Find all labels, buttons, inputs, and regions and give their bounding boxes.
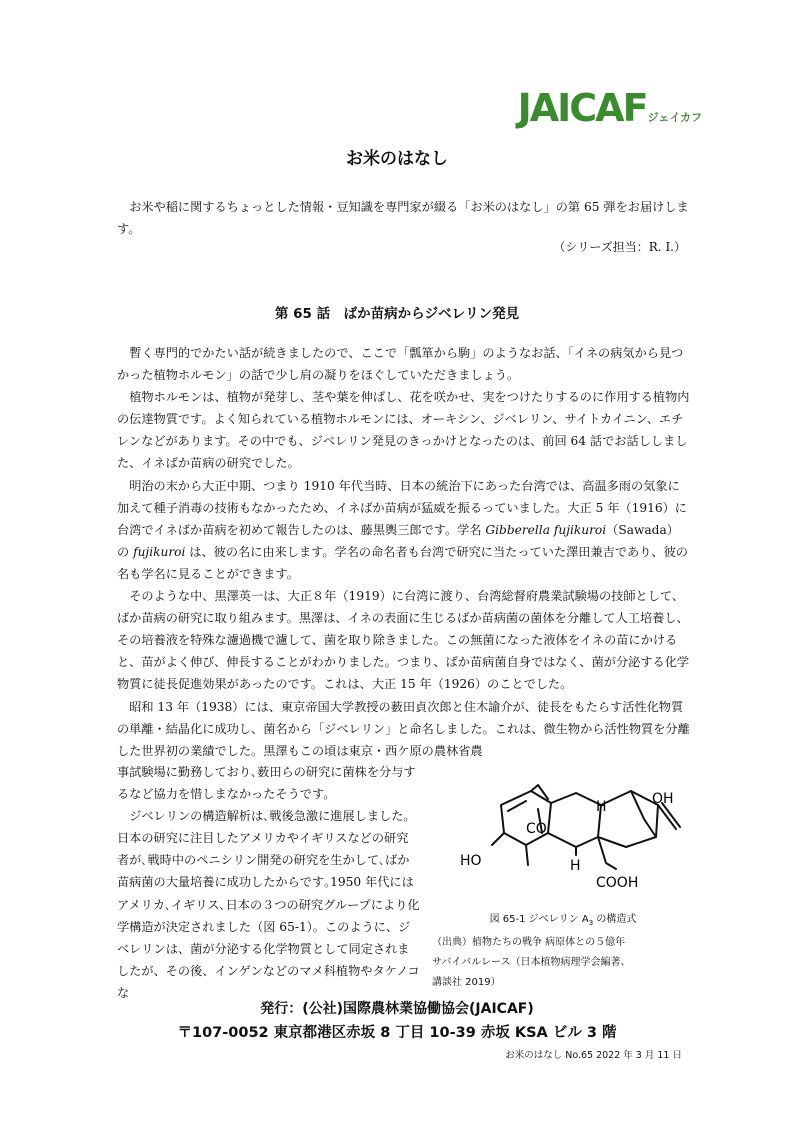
- label-ho: HO: [460, 853, 482, 869]
- figure-source-line-3: 講談社 2019）: [432, 977, 501, 988]
- series-credit: （シリーズ担当：R. I.）: [553, 240, 686, 254]
- issue-info: お米のはなし No.65 2022 年 3 月 11 日: [505, 1050, 682, 1061]
- footer-publisher: 発行：(公社)国際農林業協働協会(JAICAF): [260, 1001, 534, 1017]
- caption-title-text: 図 65-1 ジベレリン A: [489, 914, 589, 925]
- figure-caption: [432, 910, 694, 993]
- gibberellin-structure-diagram: [446, 775, 694, 895]
- label-co: CO: [526, 821, 547, 837]
- episode-title: 第 65 話 ばか苗病からジベレリン発見: [274, 306, 520, 322]
- paragraph-5: 昭和 13 年（1938）には、東京帝国大学教授の薮田貞次郎と住木諭介が、徒長をもたらす活性化物質の単離・結晶化に成功し、菌名から「ジベレリン」と命名しました。これは、微生物から活性物質を分離した世界初の業績でした。黒澤もこの頃は東京・西ケ原の農林省農: [117, 699, 690, 758]
- footer: [0, 997, 794, 1045]
- paragraph-3-part-c: は、彼の名に由来します。学名の命名者も台湾で研究に当たっていた澤田兼吉であり、彼の名も学名に見ることができます。: [117, 544, 688, 581]
- paragraph-3-part-a: 明治の末から大正中期、つまり 1910 年代当時、日本の統治下にあった台湾では、高温多雨の気象に加えて種子消毒の技術もなかったため、イネばか苗病が猛威を振るっていました。大正 5 年（1916）に台湾でイネばか苗病を初めて報告したのは、藤黒輿三郎です。学名: [117, 478, 687, 537]
- caption-title-suffix: の構造式: [593, 914, 637, 925]
- page-title: お米のはなし: [346, 149, 448, 169]
- figure-source-line-1: （出典）植物たちの戦争 病原体との５億年: [432, 937, 626, 948]
- logo-wordmark: JAICAF: [517, 86, 647, 130]
- label-oh-top: OH: [652, 791, 674, 807]
- paragraph-3-part-b: （Sawada）の: [117, 522, 679, 559]
- paragraph-6: ジベレリンの構造解析は､戦後急激に進展しました｡日本の研究に注目したアメリカやイギリスなどの研究者が､戦時中のペニシリン開発の研究を生かして､ばか苗病菌の大量培養に成功したからです｡1950 年代にはアメリカ､イギリス､日本の３つの研究グループにより化学構造が決定されました（図 65-1）。このように、ジベレリンは、菌が分泌する化学物質として同定されましたが、その後、インゲンなどのマメ科植物やタケノコな: [117, 809, 420, 1000]
- paragraph-2: 植物ホルモンは、植物が発芽し、茎や葉を伸ばし、花を咲かせ、実をつけたりするのに作用する植物内の伝達物質です。よく知られている植物ホルモンには、オーキシン、ジベレリン、サイトカイニン、エチレンなどがあります。その中でも、ジベレリン発見のきっかけとなったのは、前回 64 話でお話ししました、イネばか苗病の研究でした。: [117, 390, 690, 471]
- intro-section: [117, 196, 691, 240]
- paragraph-3: [117, 475, 691, 585]
- species-name: Gibberella fujikuroi: [485, 522, 607, 537]
- article-body-column: [117, 761, 420, 1004]
- article-body: [117, 342, 691, 762]
- caption-subscript: 3: [588, 919, 594, 927]
- paragraph-4: そのような中、黒澤英一は、大正８年（1919）に台湾に渡り、台湾総督府農業試験場の技師として、ばか苗病の研究に取り組みます。黒澤は、イネの表面に生じるばか苗病菌の菌体を分離して人工培養し、その培養液を特殊な濾過機で濾して、菌を取り除きました。この無菌になった液体をイネの苗にかけると、苗がよく伸び、伸長することがわかりました。つまり、ばか苗病菌自身ではなく、菌が分泌する化学物質に徒長促進効果があったのです。これは、大正 15 年（1926）のことでした。: [117, 589, 690, 692]
- label-h-bottom: H: [570, 858, 581, 874]
- jaicaf-logo: [518, 86, 702, 130]
- paragraph-1: 暫く専門的でかたい話が続きましたので、ここで「瓢箪から駒」のようなお話、「イネの病気から見つかった植物ホルモン」の話で少し肩の凝りをほぐしていただきましょう。: [117, 346, 684, 383]
- paragraph-5-continued: 事試験場に勤務しており､薮田らの研究に菌株を分与するなど協力を惜しまなかったそうです。: [117, 765, 416, 802]
- footer-address: 〒107-0052 東京都港区赤坂 8 丁目 10-39 赤坂 KSA ビル 3 階: [177, 1025, 617, 1041]
- logo-katakana: ジェイカフ: [647, 111, 702, 124]
- label-cooh: COOH: [596, 875, 639, 891]
- figure-source-line-2: サバイバルレース（日本植物病理学会編著、: [432, 957, 631, 968]
- species-epithet: fujikuroi: [133, 544, 186, 559]
- figure-caption-title: [432, 910, 694, 933]
- intro-text: お米や稲に関するちょっとした情報・豆知識を専門家が綴る「お米のはなし」の第 65 弾をお届けします。: [117, 200, 689, 236]
- label-h-top: H: [596, 799, 607, 815]
